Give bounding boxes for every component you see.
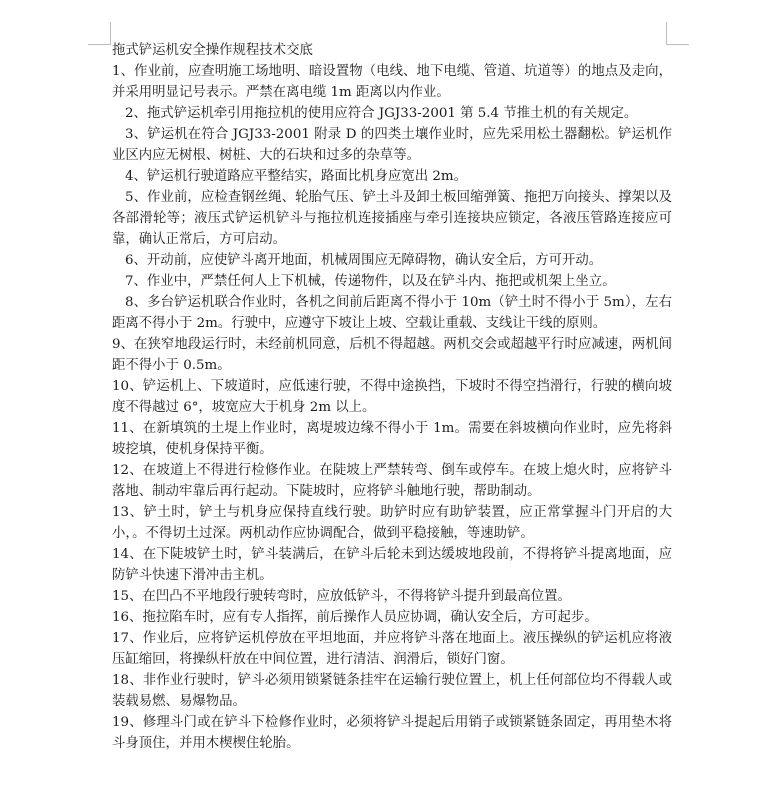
paragraph-17: 17、作业后，应将铲运机停放在平坦地面，并应将铲斗落在地面上。液压操纵的铲运机应将液压缸缩回，将操纵杆放在中间位置，进行清洁、润滑后，锁好门窗。 [112,631,672,667]
paragraph-9: 9、在狭窄地段运行时，未经前机同意，后机不得超越。两机交会或超越平行时应减速，两机间距不得小于 0.5m。 [112,337,672,373]
paragraph-8: 8、多台铲运机联合作业时，各机之间前后距离不得小于 10m（铲土时不得小于 5m），左右距离不得小于 2m。行驶中，应遵守下坡让上坡、空载让重载、支线让干线的原则。 [112,295,672,331]
paragraph-11: 11、在新填筑的土堤上作业时，离堤坡边缘不得小于 1m。需要在斜坡横向作业时，应先将斜坡挖填，使机身保持平衡。 [112,421,672,457]
paragraph-10: 10、铲运机上、下坡道时，应低速行驶，不得中途换挡，下坡时不得空挡滑行，行驶的横向坡度不得越过 6°，坡宽应大于机身 2m 以上。 [112,379,672,415]
paragraph-12: 12、在坡道上不得进行检修作业。在陡坡上严禁转弯、倒车或停车。在坡上熄火时，应将铲斗落地、制动牢靠后再行起动。下陡坡时，应将铲斗触地行驶，帮助制动。 [112,463,672,499]
document-body [112,40,672,754]
paragraph-1: 1、作业前，应查明施工场地明、暗设置物（电线、地下电缆、管道、坑道等）的地点及走向，并采用明显记号表示。严禁在离电缆 1m 距离以内作业。 [112,64,672,100]
paragraph-19: 19、修理斗门或在铲斗下检修作业时，必须将铲斗提起后用销子或锁紧链条固定，再用垫木将斗身顶住，并用木楔楔住轮胎。 [112,715,672,751]
paragraph-13: 13、铲土时，铲土与机身应保持直线行驶。助铲时应有助铲装置，应正常掌握斗门开启的大小，。不得切土过深。两机动作应协调配合，做到平稳接触，等速助铲。 [112,505,672,541]
paragraph-14: 14、在下陡坡铲土时，铲斗装满后，在铲斗后轮未到达缓坡地段前，不得将铲斗提离地面，应防铲斗快速下滑冲击主机。 [112,547,672,583]
paragraph-16: 16、拖拉陷车时，应有专人指挥，前后操作人员应协调，确认安全后，方可起步。 [112,610,598,625]
paragraph-list [112,61,672,754]
document-title: 拖式铲运机安全操作规程技术交底 [112,43,313,58]
paragraph-5: 5、作业前，应检查钢丝绳、轮胎气压、铲土斗及卸土板回缩弹簧、拖把万向接头、撑架以及各部滑轮等；液压式铲运机铲斗与拖拉机连接插座与牵引连接块应锁定，各液压管路连接应可靠，确认正常后，方可启动。 [112,190,672,247]
paragraph-18: 18、非作业行驶时，铲斗必须用锁紧链条挂牢在运输行驶位置上，机上任何部位均不得载人或装载易燃、易爆物品。 [112,673,672,709]
paragraph-7: 7、作业中，严禁任何人上下机械，传递物件，以及在铲斗内、拖把或机架上坐立。 [125,274,616,289]
paragraph-4: 4、铲运机行驶道路应平整结实，路面比机身应宽出 2m。 [125,169,467,184]
paragraph-6: 6、开动前，应使铲斗离开地面，机械周围应无障碍物，确认安全后，方可开动。 [125,253,603,268]
paragraph-3: 3、铲运机在符合 JGJ33-2001 附录 D 的四类土壤作业时，应先采用松土器翻松。铲运机作业区内应无树根、树桩、大的石块和过多的杂草等。 [112,127,672,163]
margin-corner-mark-top-left [88,22,111,45]
paragraph-15: 15、在凹凸不平地段行驶转弯时，应放低铲斗，不得将铲斗提升到最高位置。 [112,589,571,604]
paragraph-2: 2、拖式铲运机牵引用拖拉机的使用应符合 JGJ33-2001 第 5.4 节推土机的有关规定。 [125,106,638,121]
